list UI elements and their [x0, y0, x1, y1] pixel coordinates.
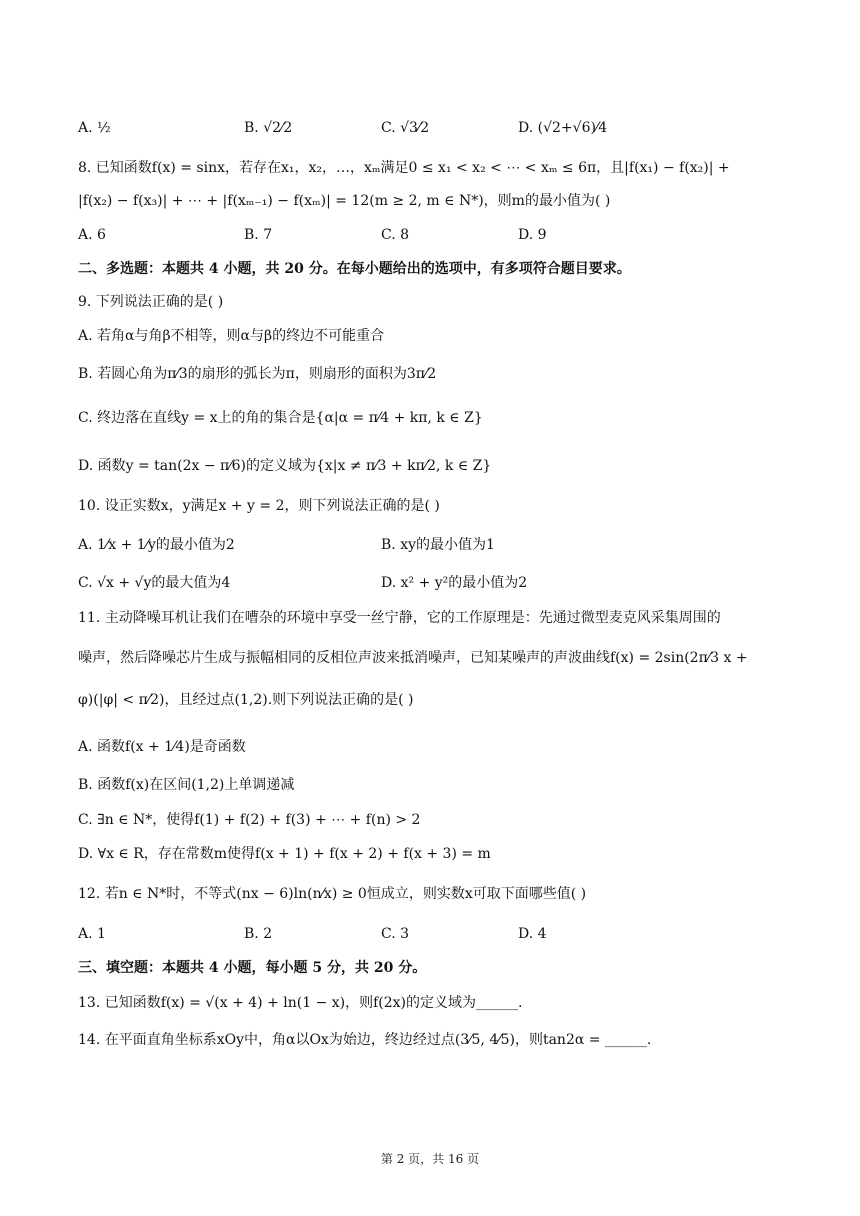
q8-option-d: D. 9: [518, 227, 547, 243]
q11-option-d: D. ∀x ∈ R，存在常数m使得f(x + 1) + f(x + 2) + f(x + 3) = m: [78, 846, 491, 862]
q12-option-b: B. 2: [244, 926, 273, 942]
q12-option-a: A. 1: [78, 926, 106, 942]
q11-stem-line1: 11. 主动降噪耳机让我们在嘈杂的环境中享受一丝宁静，它的工作原理是：先通过微型麦克风采集周围的: [78, 610, 721, 626]
q8-stem-line2: |f(x₂) − f(x₃)| + ⋯ + |f(xₘ₋₁) − f(xₘ)| = 12(m ≥ 2, m ∈ N*)，则m的最小值为( ): [78, 193, 611, 209]
q7-option-b: B. √2⁄2: [244, 120, 293, 136]
section-heading-fill-in: 三、填空题：本题共 4 小题，每小题 5 分，共 20 分。: [78, 960, 427, 976]
q10-option-d: D. x² + y²的最小值为2: [381, 575, 528, 591]
q10-option-a: A. 1⁄x + 1⁄y的最小值为2: [78, 537, 235, 553]
q11-option-c: C. ∃n ∈ N*，使得f(1) + f(2) + f(3) + ⋯ + f(n) > 2: [78, 812, 421, 828]
q10-option-b: B. xy的最小值为1: [381, 537, 495, 553]
q12-option-c: C. 3: [381, 926, 410, 942]
q9-stem: 9. 下列说法正确的是( ): [78, 294, 224, 310]
page-footer: 第 2 页，共 16 页: [380, 1152, 480, 1166]
q8-option-a: A. 6: [78, 227, 106, 243]
q9-option-c: C. 终边落在直线y = x上的角的集合是{α|α = π⁄4 + kπ, k ∈ Z}: [78, 410, 483, 426]
q8-option-b: B. 7: [244, 227, 273, 243]
q11-option-b: B. 函数f(x)在区间(1,2)上单调递减: [78, 777, 295, 793]
q14-stem: 14. 在平面直角坐标系xOy中，角α以Ox为始边，终边经过点(3⁄5, 4⁄5)，则tan2α = ______.: [78, 1032, 652, 1048]
q8-stem-line1: 8. 已知函数f(x) = sinx，若存在x₁，x₂，…，xₘ满足0 ≤ x₁ < x₂ < ⋯ < xₘ ≤ 6π，且|f(x₁) − f(x₂)| +: [78, 160, 730, 176]
q11-stem-line2: 噪声，然后降噪芯片生成与振幅相同的反相位声波来抵消噪声，已知某噪声的声波曲线f(x) = 2sin(2π⁄3 x +: [78, 650, 748, 666]
q11-stem-line3: φ)(|φ| < π⁄2)，且经过点(1,2).则下列说法正确的是( ): [78, 692, 414, 708]
q12-stem: 12. 若n ∈ N*时，不等式(nx − 6)ln(n⁄x) ≥ 0恒成立，则实数x可取下面哪些值( ): [78, 886, 587, 902]
q9-option-b: B. 若圆心角为π⁄3的扇形的弧长为π，则扇形的面积为3π⁄2: [78, 366, 437, 382]
q8-option-c: C. 8: [381, 227, 410, 243]
q10-stem: 10. 设正实数x，y满足x + y = 2，则下列说法正确的是( ): [78, 498, 440, 514]
q9-option-d: D. 函数y = tan(2x − π⁄6)的定义域为{x|x ≠ π⁄3 + kπ⁄2, k ∈ Z}: [78, 458, 492, 474]
q13-stem: 13. 已知函数f(x) = √(x + 4) + ln(1 − x)，则f(2x)的定义域为______.: [78, 995, 523, 1011]
q7-option-a: A. ½: [78, 120, 111, 136]
q9-option-a: A. 若角α与角β不相等，则α与β的终边不可能重合: [78, 328, 385, 344]
q12-option-d: D. 4: [518, 926, 547, 942]
q10-option-c: C. √x + √y的最大值为4: [78, 575, 231, 591]
q7-option-c: C. √3⁄2: [381, 120, 430, 136]
q11-option-a: A. 函数f(x + 1⁄4)是奇函数: [78, 739, 246, 755]
q7-option-d: D. (√2+√6)⁄4: [518, 120, 608, 136]
section-heading-multiple-choice: 二、多选题：本题共 4 小题，共 20 分。在每小题给出的选项中，有多项符合题目要求。: [78, 261, 631, 277]
